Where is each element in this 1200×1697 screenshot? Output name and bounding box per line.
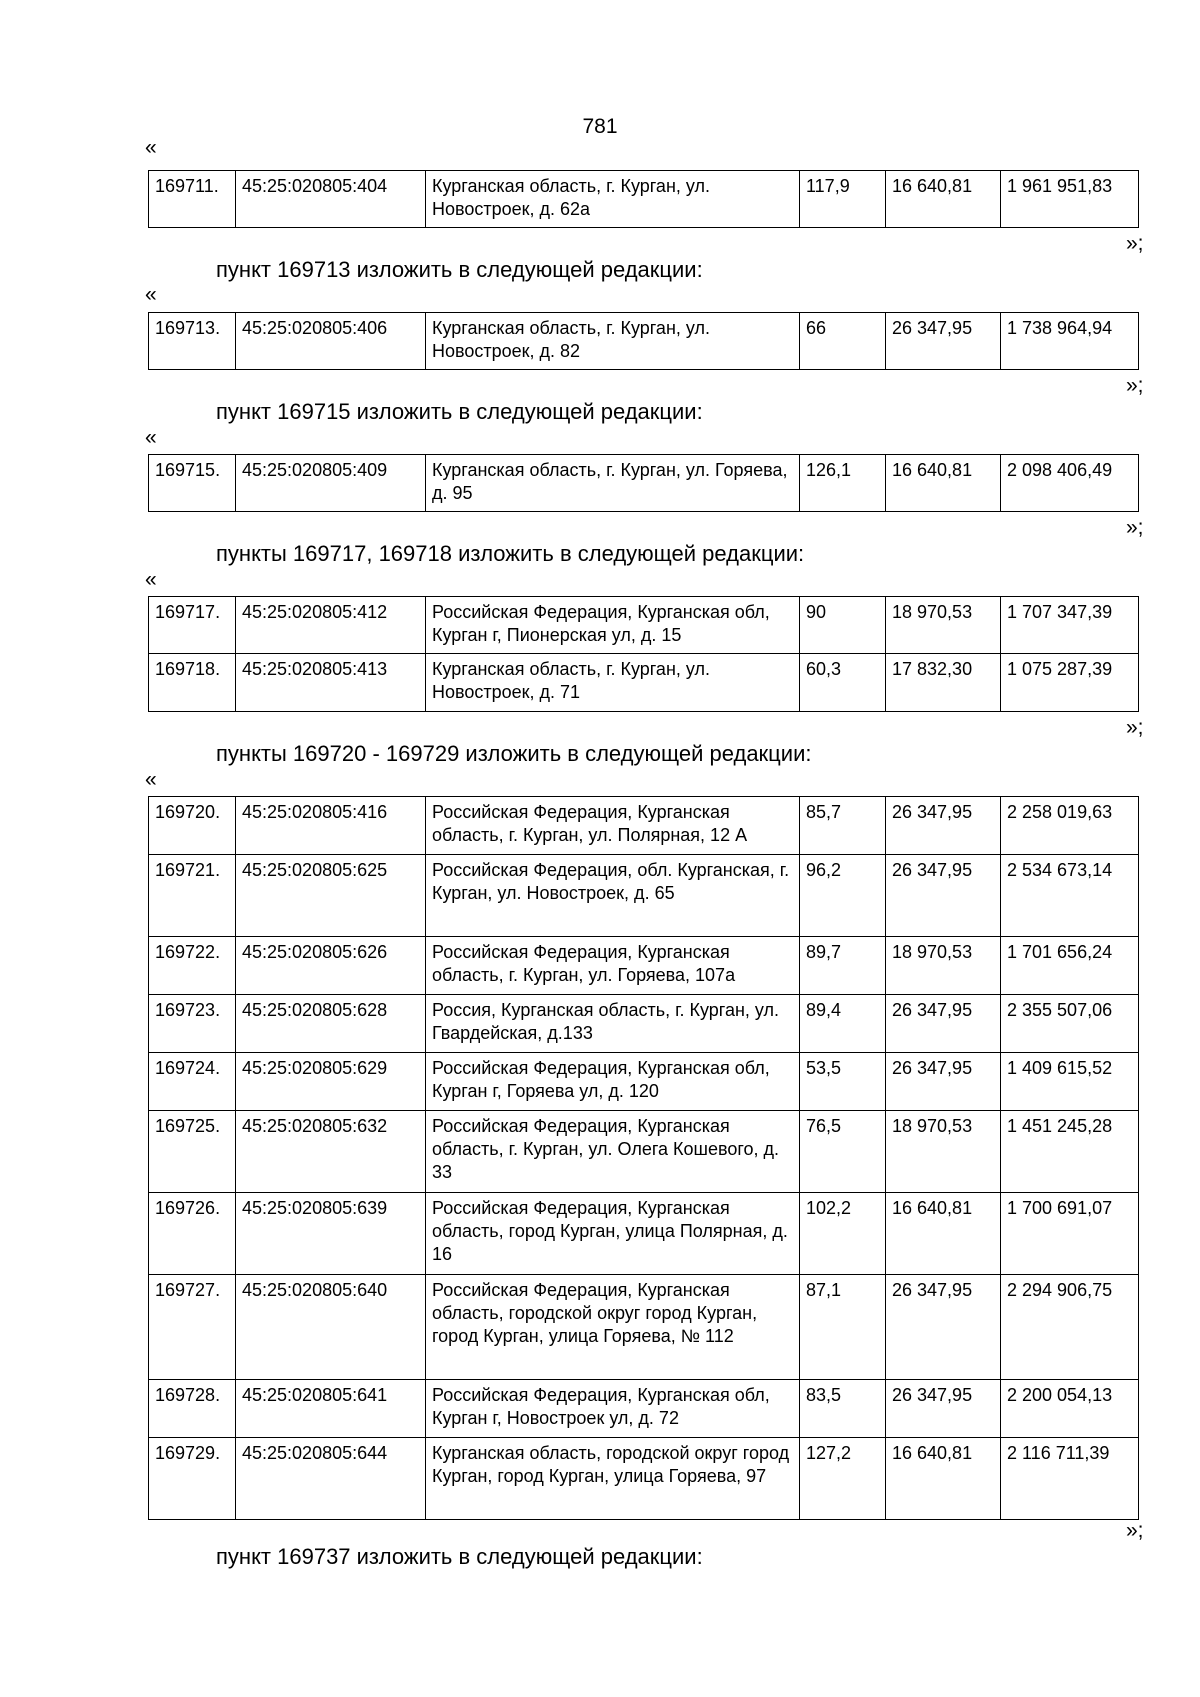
address: Российская Федерация, Курганская область, г. Курган, ул. Полярная, 12 А <box>426 797 800 855</box>
table-row <box>149 654 1139 712</box>
cadastral-value: 2 355 507,06 <box>1001 995 1139 1053</box>
item-number: 169724. <box>149 1053 236 1111</box>
open-quote: « <box>145 568 157 591</box>
area: 117,9 <box>800 171 886 228</box>
item-number: 169728. <box>149 1380 236 1438</box>
cadastral-value: 1 701 656,24 <box>1001 937 1139 995</box>
instruction-text: пункты 169720 - 169729 изложить в следующей редакции: <box>216 741 812 766</box>
table-row <box>149 995 1139 1053</box>
cadastral-table <box>148 596 1139 712</box>
area: 127,2 <box>800 1438 886 1520</box>
area: 60,3 <box>800 654 886 712</box>
close-quote: »; <box>1126 716 1144 739</box>
open-quote: « <box>145 283 157 306</box>
address: Курганская область, г. Курган, ул. Новостроек, д. 71 <box>426 654 800 712</box>
cadastral-number: 45:25:020805:406 <box>236 313 426 370</box>
price-per-unit: 16 640,81 <box>886 455 1001 512</box>
cadastral-number: 45:25:020805:640 <box>236 1275 426 1380</box>
address: Курганская область, городской округ город Курган, город Курган, улица Горяева, 97 <box>426 1438 800 1520</box>
price-per-unit: 17 832,30 <box>886 654 1001 712</box>
item-number: 169729. <box>149 1438 236 1520</box>
table-row <box>149 937 1139 995</box>
table-row <box>149 1380 1139 1438</box>
address: Россия, Курганская область, г. Курган, ул. Гвардейская, д.133 <box>426 995 800 1053</box>
cadastral-value: 1 700 691,07 <box>1001 1193 1139 1275</box>
cadastral-value: 2 116 711,39 <box>1001 1438 1139 1520</box>
area: 96,2 <box>800 855 886 937</box>
price-per-unit: 26 347,95 <box>886 797 1001 855</box>
cadastral-table <box>148 170 1139 228</box>
price-per-unit: 16 640,81 <box>886 1193 1001 1275</box>
address: Российская Федерация, Курганская обл, Курган г, Новостроек ул, д. 72 <box>426 1380 800 1438</box>
close-quote: »; <box>1126 1519 1144 1542</box>
price-per-unit: 18 970,53 <box>886 597 1001 654</box>
area: 90 <box>800 597 886 654</box>
item-number: 169717. <box>149 597 236 654</box>
area: 85,7 <box>800 797 886 855</box>
address: Курганская область, г. Курган, ул. Новостроек, д. 82 <box>426 313 800 370</box>
price-per-unit: 26 347,95 <box>886 1275 1001 1380</box>
address: Российская Федерация, обл. Курганская, г. Курган, ул. Новостроек, д. 65 <box>426 855 800 937</box>
close-quote: »; <box>1126 232 1144 255</box>
close-quote: »; <box>1126 516 1144 539</box>
area: 89,7 <box>800 937 886 995</box>
cadastral-table <box>148 312 1139 370</box>
table-row <box>149 313 1139 370</box>
area: 126,1 <box>800 455 886 512</box>
address: Российская Федерация, Курганская обл, Курган г, Горяева ул, д. 120 <box>426 1053 800 1111</box>
cadastral-value: 2 258 019,63 <box>1001 797 1139 855</box>
instruction-text: пункт 169715 изложить в следующей редакции: <box>216 399 703 424</box>
open-quote: « <box>145 768 157 791</box>
cadastral-value: 2 200 054,13 <box>1001 1380 1139 1438</box>
cadastral-value: 1 451 245,28 <box>1001 1111 1139 1193</box>
cadastral-number: 45:25:020805:639 <box>236 1193 426 1275</box>
instruction-text: пункты 169717, 169718 изложить в следующей редакции: <box>216 541 805 566</box>
cadastral-number: 45:25:020805:625 <box>236 855 426 937</box>
page-number: 781 <box>582 115 618 138</box>
cadastral-value: 2 534 673,14 <box>1001 855 1139 937</box>
open-quote: « <box>145 136 157 159</box>
price-per-unit: 26 347,95 <box>886 995 1001 1053</box>
price-per-unit: 26 347,95 <box>886 1053 1001 1111</box>
address: Курганская область, г. Курган, ул. Горяева, д. 95 <box>426 455 800 512</box>
instruction-text: пункт 169713 изложить в следующей редакции: <box>216 257 703 282</box>
table-row <box>149 171 1139 228</box>
area: 87,1 <box>800 1275 886 1380</box>
cadastral-value: 2 098 406,49 <box>1001 455 1139 512</box>
cadastral-number: 45:25:020805:412 <box>236 597 426 654</box>
item-number: 169722. <box>149 937 236 995</box>
item-number: 169718. <box>149 654 236 712</box>
item-number: 169713. <box>149 313 236 370</box>
table-row <box>149 1053 1139 1111</box>
item-number: 169726. <box>149 1193 236 1275</box>
price-per-unit: 18 970,53 <box>886 1111 1001 1193</box>
table-row <box>149 797 1139 855</box>
item-number: 169715. <box>149 455 236 512</box>
price-per-unit: 26 347,95 <box>886 1380 1001 1438</box>
cadastral-value: 1 707 347,39 <box>1001 597 1139 654</box>
table-row <box>149 1275 1139 1380</box>
cadastral-value: 2 294 906,75 <box>1001 1275 1139 1380</box>
area: 76,5 <box>800 1111 886 1193</box>
area: 102,2 <box>800 1193 886 1275</box>
table-row <box>149 855 1139 937</box>
cadastral-number: 45:25:020805:413 <box>236 654 426 712</box>
item-number: 169721. <box>149 855 236 937</box>
cadastral-table <box>148 454 1139 512</box>
cadastral-number: 45:25:020805:629 <box>236 1053 426 1111</box>
area: 53,5 <box>800 1053 886 1111</box>
item-number: 169711. <box>149 171 236 228</box>
item-number: 169725. <box>149 1111 236 1193</box>
area: 89,4 <box>800 995 886 1053</box>
price-per-unit: 16 640,81 <box>886 171 1001 228</box>
item-number: 169727. <box>149 1275 236 1380</box>
cadastral-number: 45:25:020805:632 <box>236 1111 426 1193</box>
table-row <box>149 455 1139 512</box>
table-row <box>149 1193 1139 1275</box>
cadastral-number: 45:25:020805:644 <box>236 1438 426 1520</box>
cadastral-number: 45:25:020805:641 <box>236 1380 426 1438</box>
table-row <box>149 1111 1139 1193</box>
open-quote: « <box>145 426 157 449</box>
cadastral-value: 1 961 951,83 <box>1001 171 1139 228</box>
area: 66 <box>800 313 886 370</box>
cadastral-value: 1 409 615,52 <box>1001 1053 1139 1111</box>
price-per-unit: 26 347,95 <box>886 855 1001 937</box>
address: Российская Федерация, Курганская область, город Курган, улица Полярная, д. 16 <box>426 1193 800 1275</box>
area: 83,5 <box>800 1380 886 1438</box>
item-number: 169720. <box>149 797 236 855</box>
cadastral-number: 45:25:020805:628 <box>236 995 426 1053</box>
cadastral-table <box>148 796 1139 1520</box>
price-per-unit: 26 347,95 <box>886 313 1001 370</box>
address: Российская Федерация, Курганская область, г. Курган, ул. Горяева, 107а <box>426 937 800 995</box>
cadastral-value: 1 075 287,39 <box>1001 654 1139 712</box>
table-row <box>149 597 1139 654</box>
table-row <box>149 1438 1139 1520</box>
address: Курганская область, г. Курган, ул. Новостроек, д. 62а <box>426 171 800 228</box>
cadastral-number: 45:25:020805:416 <box>236 797 426 855</box>
cadastral-number: 45:25:020805:404 <box>236 171 426 228</box>
close-quote: »; <box>1126 374 1144 397</box>
cadastral-number: 45:25:020805:409 <box>236 455 426 512</box>
instruction-text: пункт 169737 изложить в следующей редакции: <box>216 1544 703 1569</box>
address: Российская Федерация, Курганская обл, Курган г, Пионерская ул, д. 15 <box>426 597 800 654</box>
price-per-unit: 18 970,53 <box>886 937 1001 995</box>
cadastral-number: 45:25:020805:626 <box>236 937 426 995</box>
cadastral-value: 1 738 964,94 <box>1001 313 1139 370</box>
price-per-unit: 16 640,81 <box>886 1438 1001 1520</box>
address: Российская Федерация, Курганская область, городской округ город Курган, город Курган, улица Горяева, № 112 <box>426 1275 800 1380</box>
address: Российская Федерация, Курганская область, г. Курган, ул. Олега Кошевого, д. 33 <box>426 1111 800 1193</box>
item-number: 169723. <box>149 995 236 1053</box>
